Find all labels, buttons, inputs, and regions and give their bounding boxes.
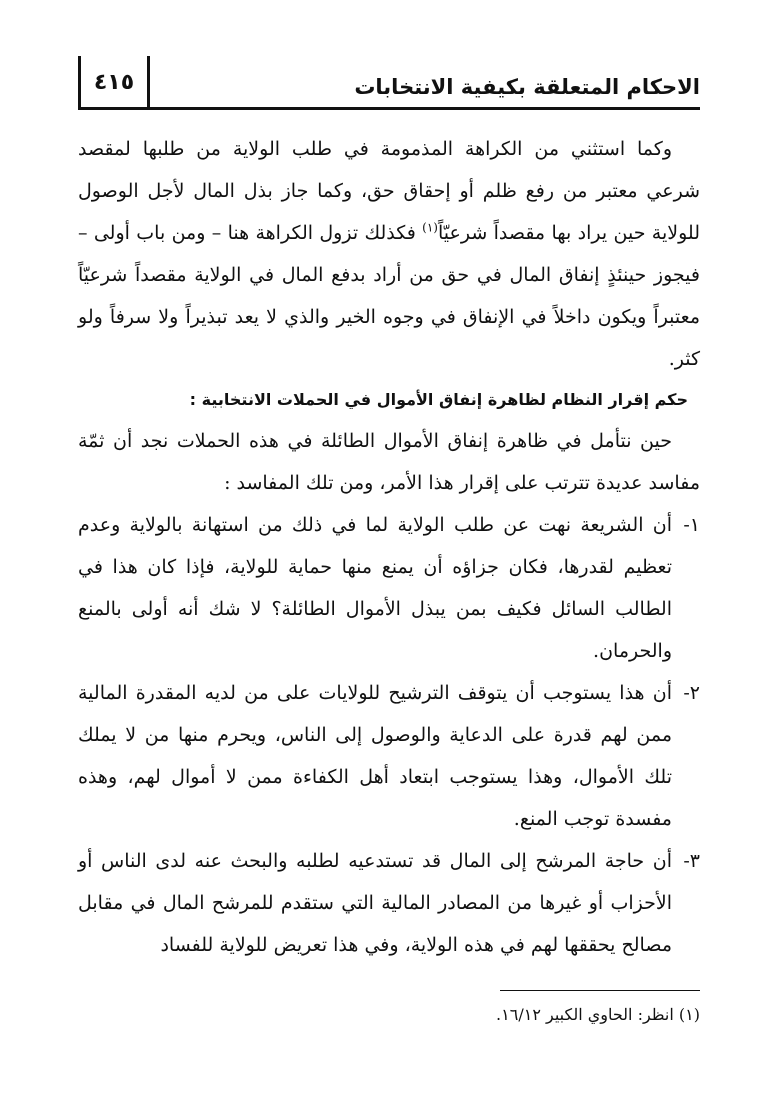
header-rule bbox=[78, 107, 700, 110]
running-header bbox=[78, 52, 700, 110]
list-item-number: ٢- bbox=[683, 682, 700, 704]
paragraph-text: وكما استثني من الكراهة المذمومة في طلب الولاية من طلبها لمقصد شرعي معتبر من رفع ظلم أو إحقاق حق، وكما جاز بذل المال لأجل الوصول للولاية حين يراد بها مقصداً شرعيّاً bbox=[78, 138, 700, 244]
page-number: ٤١٥ bbox=[93, 70, 135, 95]
section-heading: حكم إقرار النظام لظاهرة إنفاق الأموال في الحملات الانتخابية : bbox=[189, 390, 688, 409]
list-item-text: أن الشريعة نهت عن طلب الولاية لما في ذلك من استهانة بالولاية وعدم تعظيم لقدرها، فكان جزاؤه أن يمنع منها حماية للولاية، فإذا كان هذا في الطالب السائل فكيف بمن يبذل الأموال الطائلة؟ لا شك أنه أولى بالمنع والحرمان. bbox=[78, 514, 672, 662]
footnote-reference: (١) bbox=[422, 220, 438, 235]
paragraph bbox=[78, 128, 700, 380]
list-item bbox=[78, 504, 700, 672]
paragraph: حين نتأمل في ظاهرة إنفاق الأموال الطائلة في هذه الحملات نجد أن ثمّة مفاسد عديدة تترتب على إقرار هذا الأمر، ومن تلك المفاسد : bbox=[78, 430, 700, 494]
list-item-number: ١- bbox=[683, 514, 700, 536]
chapter-title: الاحكام المتعلقة بكيفية الانتخابات bbox=[354, 75, 700, 99]
list-item-text: أن هذا يستوجب أن يتوقف الترشيح للولايات على من لديه المقدرة المالية ممن لهم قدرة على الدعاية والوصول إلى الناس، ويحرم منها من لا يملك تلك الأموال، وهذا يستوجب ابتعاد أهل الكفاءة ممن لا أموال لهم، وهذه مفسدة توجب المنع. bbox=[78, 682, 672, 830]
paragraph-text-continued: فكذلك تزول الكراهة هنا – ومن باب أولى – فيجوز حينئذٍ إنفاق المال في حق من أراد بدفع المال في الولاية مقصداً شرعيّاً معتبراً ويكون داخلاً في الإنفاق في وجوه الخير والذي لا يعد تبذيراً ولا سرفاً ولو كثر. bbox=[78, 222, 700, 370]
footnote-separator bbox=[500, 990, 700, 991]
list-item-text: أن حاجة المرشح إلى المال قد تستدعيه لطلبه والبحث عنه لدى الناس أو الأحزاب أو غيرها من المصادر المالية التي ستقدم للمرشح المال في مقابل مصالح يحققها لهم في هذه الولاية، وفي هذا تعريض للولاية للفساد bbox=[78, 850, 672, 956]
list-item-number: ٣- bbox=[683, 850, 700, 872]
main-text bbox=[78, 128, 700, 966]
page-number-box bbox=[78, 56, 150, 110]
footnote: (١) انظر: الحاوي الكبير ١٦/١٢. bbox=[496, 1005, 700, 1024]
list-item bbox=[78, 672, 700, 840]
list-item bbox=[78, 840, 700, 966]
